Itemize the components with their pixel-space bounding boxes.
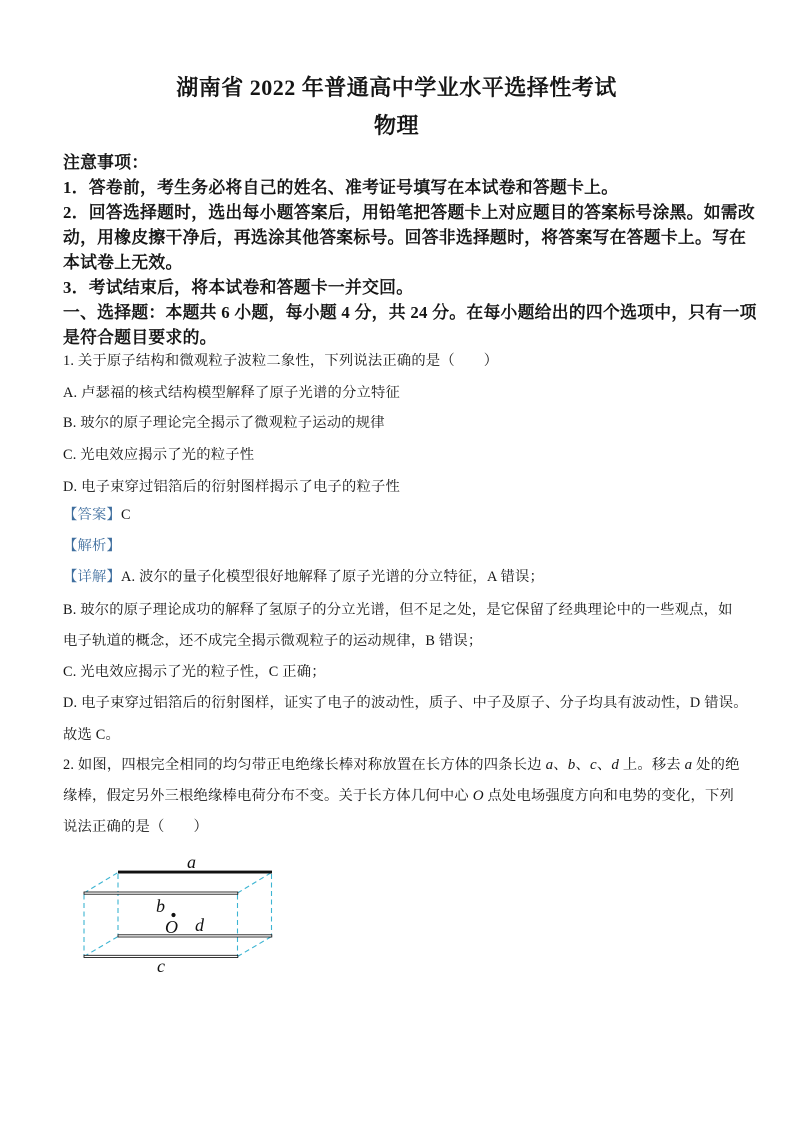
cuboid-dashed-edges <box>84 873 272 957</box>
q2-edge-var-b: b <box>567 757 576 773</box>
q2-l2-text-1: 缘棒，假定另外三根绝缘棒电荷分布不变。关于长方体几何中心 <box>63 788 473 804</box>
q2-stem-line-3: 说法正确的是（ ） <box>63 819 208 835</box>
notice-item-2-line-3: 本试卷上无效。 <box>63 253 183 272</box>
edge-bottom-right-oblique <box>238 937 272 957</box>
edge-top-left-oblique <box>84 873 118 894</box>
q2-l1-sep-1: 、 <box>553 757 568 773</box>
q1-option-c: C. 光电效应揭示了光的粒子性 <box>63 447 255 463</box>
analysis-label: 【解析】 <box>63 538 121 554</box>
figure-label-a: a <box>187 852 196 872</box>
q1-conclusion: 故选 C。 <box>63 727 121 743</box>
rod-b-top-front <box>84 892 238 894</box>
q2-stem-line-1 <box>63 756 740 776</box>
q1-stem: 1. 关于原子结构和微观粒子波粒二象性，下列说法正确的是（ ） <box>63 353 499 369</box>
edge-top-right-oblique <box>238 873 272 894</box>
q2-edge-var-a: a <box>545 757 554 773</box>
q1-detail-line-a <box>63 568 544 587</box>
q1-detail-b-line-1: B. 玻尔的原子理论成功的解释了氢原子的分立光谱，但不足之处，是它保留了经典理论中的一些观点，如 <box>63 602 733 618</box>
figure-label-c: c <box>157 956 165 976</box>
q2-cuboid-figure <box>60 851 300 991</box>
section-heading-line-2: 是符合题目要求的。 <box>63 328 217 347</box>
q2-removed-var-a: a <box>684 757 693 773</box>
q1-detail-b-line-2: 电子轨道的概念，还不成完全揭示微观粒子的运动规律，B 错误； <box>63 633 483 649</box>
q2-l1-sep-2: 、 <box>575 757 590 773</box>
answer-label: 【答案】 <box>63 507 121 523</box>
detail-label: 【详解】 <box>63 569 121 585</box>
q2-edge-var-c: c <box>589 757 597 773</box>
q2-l1-sep-3: 、 <box>596 757 612 773</box>
notice-item-1: 1．答卷前，考生务必将自己的姓名、准考证号填写在本试卷和答题卡上。 <box>63 178 619 197</box>
detail-a-text: A. 波尔的量子化模型很好地解释了原子光谱的分立特征，A 错误； <box>121 569 544 585</box>
q2-l1-text-2: 上。移去 <box>619 757 685 773</box>
section-heading-line-1: 一、选择题：本题共 6 小题，每小题 4 分，共 24 分。在每小题给出的四个选项中，只有一项 <box>63 303 757 322</box>
edge-bottom-left-oblique <box>84 937 118 957</box>
q2-l2-text-2: 点处电场强度方向和电势的变化，下列 <box>483 788 734 804</box>
q1-detail-d: D. 电子束穿过铝箔后的衍射图样，证实了电子的波动性，质子、中子及原子、分子均具有波动性，D 错误。 <box>63 695 748 711</box>
figure-label-d: d <box>195 915 204 935</box>
q2-l1-text-3: 处的绝 <box>692 757 740 773</box>
notice-item-2-line-2: 动，用橡皮擦干净后，再选涂其他答案标号。回答非选择题时，将答案写在答题卡上。写在 <box>63 228 747 247</box>
q1-option-b: B. 玻尔的原子理论完全揭示了微观粒子运动的规律 <box>63 415 385 431</box>
q2-center-var-o: O <box>472 788 484 804</box>
answer-value: C <box>121 507 131 523</box>
doc-title: 湖南省 2022 年普通高中学业水平选择性考试 <box>176 75 617 100</box>
q2-l1-text-1: 2. 如图，四根完全相同的均匀带正电绝缘长棒对称放置在长方体的四条长边 <box>63 757 546 773</box>
q1-analysis-line <box>63 537 121 556</box>
notice-heading: 注意事项： <box>63 153 149 172</box>
notice-item-3: 3．考试结束后，将本试卷和答题卡一并交回。 <box>63 278 414 297</box>
figure-label-o: O <box>165 917 178 937</box>
q1-detail-c: C. 光电效应揭示了光的粒子性，C 正确； <box>63 664 326 680</box>
rod-d-bottom-back <box>118 935 272 937</box>
q1-option-d: D. 电子束穿过铝箔后的衍射图样揭示了电子的粒子性 <box>63 479 401 495</box>
q2-stem-line-2 <box>63 787 734 807</box>
notice-item-2-line-1: 2．回答选择题时，选出每小题答案后，用铅笔把答题卡上对应题目的答案标号涂黑。如需改 <box>63 203 755 222</box>
doc-subject: 物理 <box>373 113 419 138</box>
q1-option-a: A. 卢瑟福的核式结构模型解释了原子光谱的分立特征 <box>63 385 401 401</box>
q1-answer-line <box>63 506 131 525</box>
figure-label-b: b <box>156 896 165 916</box>
q2-edge-var-d: d <box>611 757 620 773</box>
